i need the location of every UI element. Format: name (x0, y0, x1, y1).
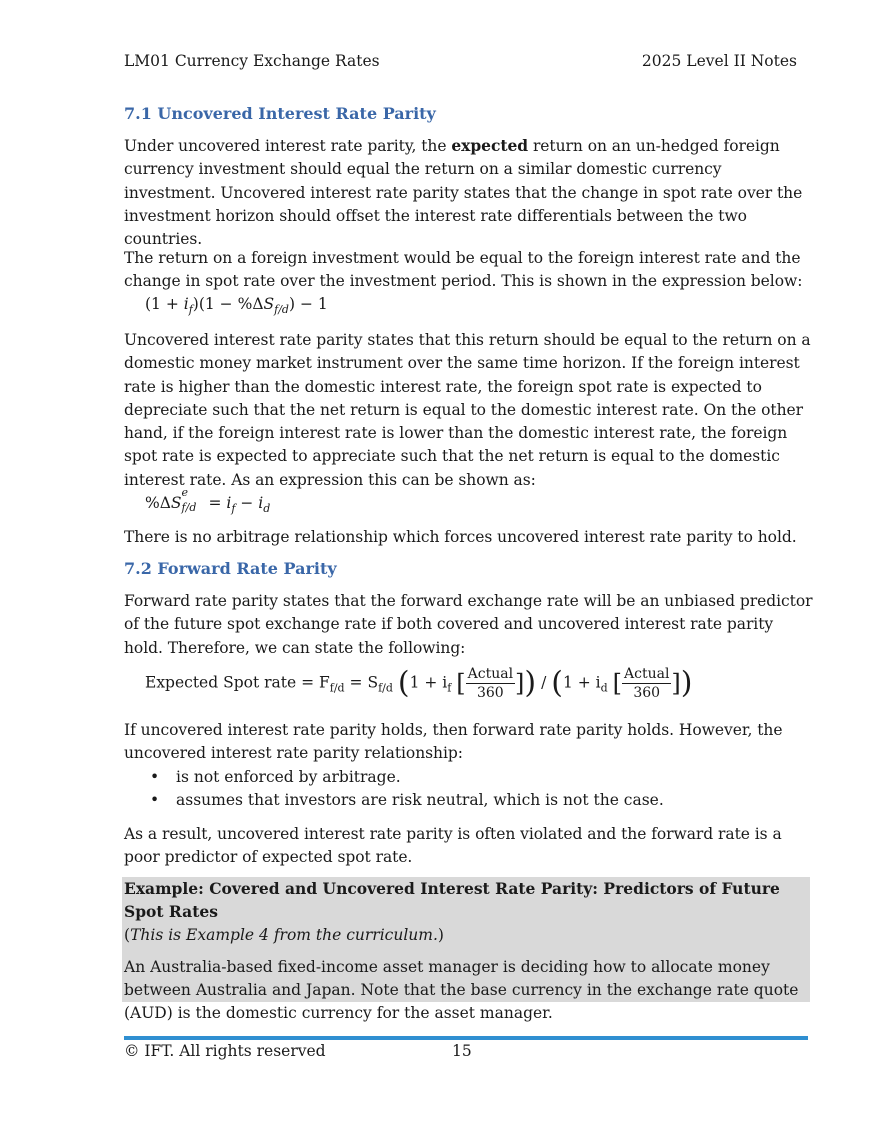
paragraph-uirp-explanation: Uncovered interest rate parity states that this return should be equal to the return on a domestic money market instrument over the same time horizon. If the foreign interest rate is higher than the domestic interest rate, the foreign spot rate is expected to depreciate such that the net return is equal to the domestic interest rate. On the other hand, if the foreign interest rate is lower than the domestic interest rate, the foreign spot rate is expected to appreciate such that the net return is equal to the domestic interest rate. As an expression this can be shown as: (124, 331, 811, 489)
paragraph-uirp-holds: If uncovered interest rate parity holds, then forward rate parity holds. However, the uncovered interest rate parity relationship: (124, 721, 783, 763)
list-item: • assumes that investors are risk neutral, which is not the case. (150, 791, 664, 810)
paragraph-uirp-intro: Under uncovered interest rate parity, the expected return on an un-hedged foreign currency investment should equal the return on a similar domestic currency investment. Uncovered interest rate parity states that the change in spot rate over the investment horizon should offset the interest rate differentials between the two countries. (124, 136, 803, 249)
fraction-actual-360-foreign: $\frac{\text{Actual}}{360}$ (467, 666, 514, 701)
example-title: Example: Covered and Uncovered Interest Rate Parity: Predictors of Future Spot Rates (124, 879, 780, 922)
fraction-actual-360-domestic: $\frac{\text{Actual}}{360}$ (624, 666, 670, 701)
list-item: • is not enforced by arbitrage. (150, 768, 401, 786)
paragraph-no-arbitrage: There is no arbitrage relationship which forces uncovered interest rate parity to hold. (124, 528, 797, 546)
running-header-edition: 2025 Level II Notes (641, 52, 797, 70)
footer-page-number: 15 (452, 1042, 472, 1060)
bullet-list (150, 766, 664, 813)
example-body: An Australia-based fixed-income asset manager is deciding how to allocate money between Australia and Japan. Note that the base currency in the exchange rate quote (AUD) is the domestic currency for the asset manager. (124, 957, 799, 1023)
example-source: (This is Example 4 from the curriculum.) (124, 925, 444, 944)
emphasis-expected: expected (451, 136, 529, 155)
footer-rule (124, 1036, 808, 1040)
formula-expected-spot-rate: Expected Spot rate = $F_{f/d} = S_{f/d}$ ($1 + i_f$ [ $\frac{\text{Actual}}{360}$ ]) / ($1 + i_d$ [ $\frac{\text{Actual}}{360}$ ]) (145, 665, 693, 701)
paragraph-foreign-return: The return on a foreign investment would be equal to the foreign interest rate and the change in spot rate over the investment period. This is shown in the expression below: (124, 249, 803, 291)
formula-expected-spot-change: %ΔS e f/d = $i_f - i_d$ (145, 486, 271, 515)
example-box (122, 877, 810, 1023)
paragraph-conclusion: As a result, uncovered interest rate parity is often violated and the forward rate is a poor predictor of expected spot rate. (124, 825, 782, 867)
formula-foreign-return: $(1 + i_f)(1 - \%\Delta S_{f/d}) - 1$ (145, 295, 328, 316)
section-heading-7-2: 7.2 Forward Rate Parity (124, 559, 337, 578)
section-heading-7-1: 7.1 Uncovered Interest Rate Parity (124, 104, 436, 123)
footer-copyright: © IFT. All rights reserved (124, 1042, 326, 1060)
paragraph-forward-rate-parity: Forward rate parity states that the forward exchange rate will be an unbiased predictor of the future spot exchange rate if both covered and uncovered interest rate parity hold. Therefore, we can state the following: (124, 592, 813, 657)
running-header-title: LM01 Currency Exchange Rates (124, 52, 380, 70)
